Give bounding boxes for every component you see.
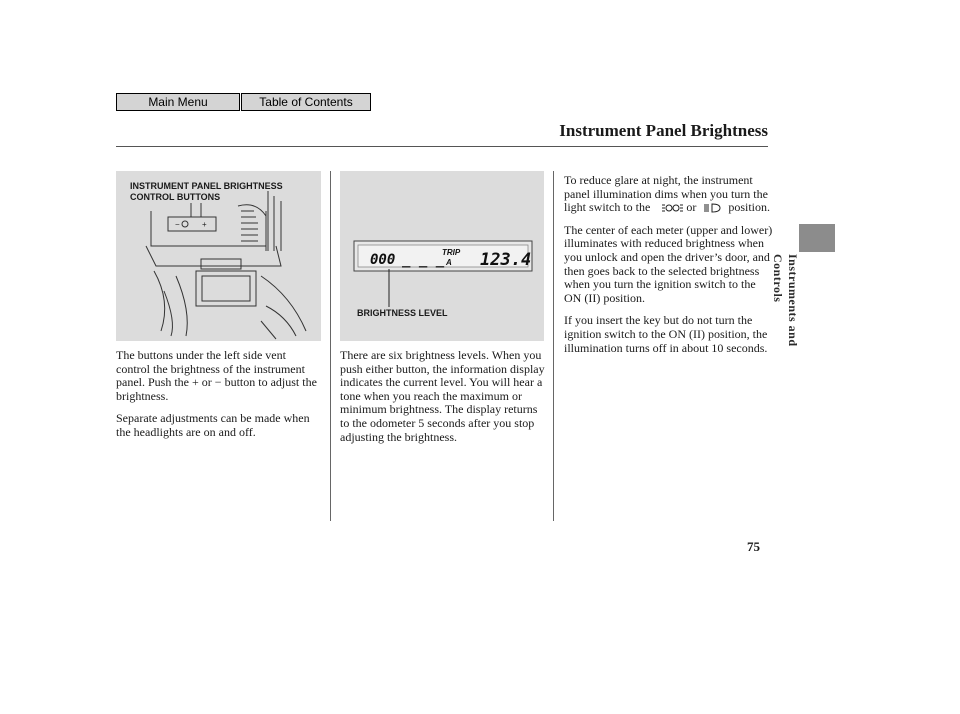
column-2-text: [340, 349, 545, 453]
column-divider: [553, 171, 554, 521]
display-odometer: 123.4: [480, 250, 532, 270]
section-label: Instruments and Controls: [771, 254, 800, 347]
column-divider: [330, 171, 331, 521]
page-title: Instrument Panel Brightness: [559, 121, 768, 140]
text-span: position.: [728, 200, 770, 215]
brightness-level-label: BRIGHTNESS LEVEL: [357, 308, 448, 318]
column-1-text: [116, 349, 322, 449]
paragraph: The center of each meter (upper and lower) illuminates with reduced brightness when you unlock and open the driver’s door, and then goes back to the selected brightness when you turn the ignition switch to the ON (II) position.: [564, 222, 773, 305]
control-buttons-label: INSTRUMENT PANEL BRIGHTNESS CONTROL BUTTONS: [130, 181, 283, 202]
section-tab: [799, 224, 835, 252]
display-left-digits: 000: [370, 252, 396, 268]
main-menu-button[interactable]: Main Menu: [116, 93, 240, 111]
display-dashes: _ _ _: [402, 252, 445, 268]
text-span: The buttons under the left side vent control the brightness of the instrument panel. Push the: [116, 348, 305, 390]
paragraph: Separate adjustments can be made when the headlights are on and off.: [116, 411, 310, 439]
parking-lights-icon: [661, 203, 683, 213]
text-span: button to adjust the brightness.: [116, 375, 317, 403]
paragraph: [116, 349, 322, 403]
page-number: 75: [747, 539, 760, 554]
paragraph: There are six brightness levels. When you push either button, the information display indicates the current level. You will hear a tone when you reach the maximum or minimum brightness. The display returns to the odometer 5 seconds after you stop adjusting the brightness.: [340, 348, 545, 444]
text-span: or: [201, 375, 212, 390]
display-trip-sub: A: [446, 258, 452, 267]
text-span: or: [686, 200, 697, 215]
svg-text:−: −: [175, 220, 180, 229]
control-buttons-figure: [116, 171, 321, 341]
headlight-icon: [703, 203, 721, 213]
paragraph: [564, 174, 774, 215]
table-of-contents-button[interactable]: Table of Contents: [241, 93, 371, 111]
dashboard-illustration: [116, 171, 321, 341]
plus-symbol: +: [192, 375, 199, 390]
display-trip: TRIP: [442, 248, 461, 257]
title-divider: [116, 146, 768, 147]
column-3-text: [564, 174, 774, 364]
information-display-figure: [340, 171, 544, 341]
text-span: To reduce glare at night, the instrument panel illumination dims when you turn the light switch to the: [564, 173, 768, 215]
paragraph: If you insert the key but do not turn the ignition switch to the ON (II) position, the illumination turns off in about 10 seconds.: [564, 313, 768, 355]
minus-symbol: −: [214, 375, 222, 390]
svg-text:+: +: [202, 220, 207, 229]
